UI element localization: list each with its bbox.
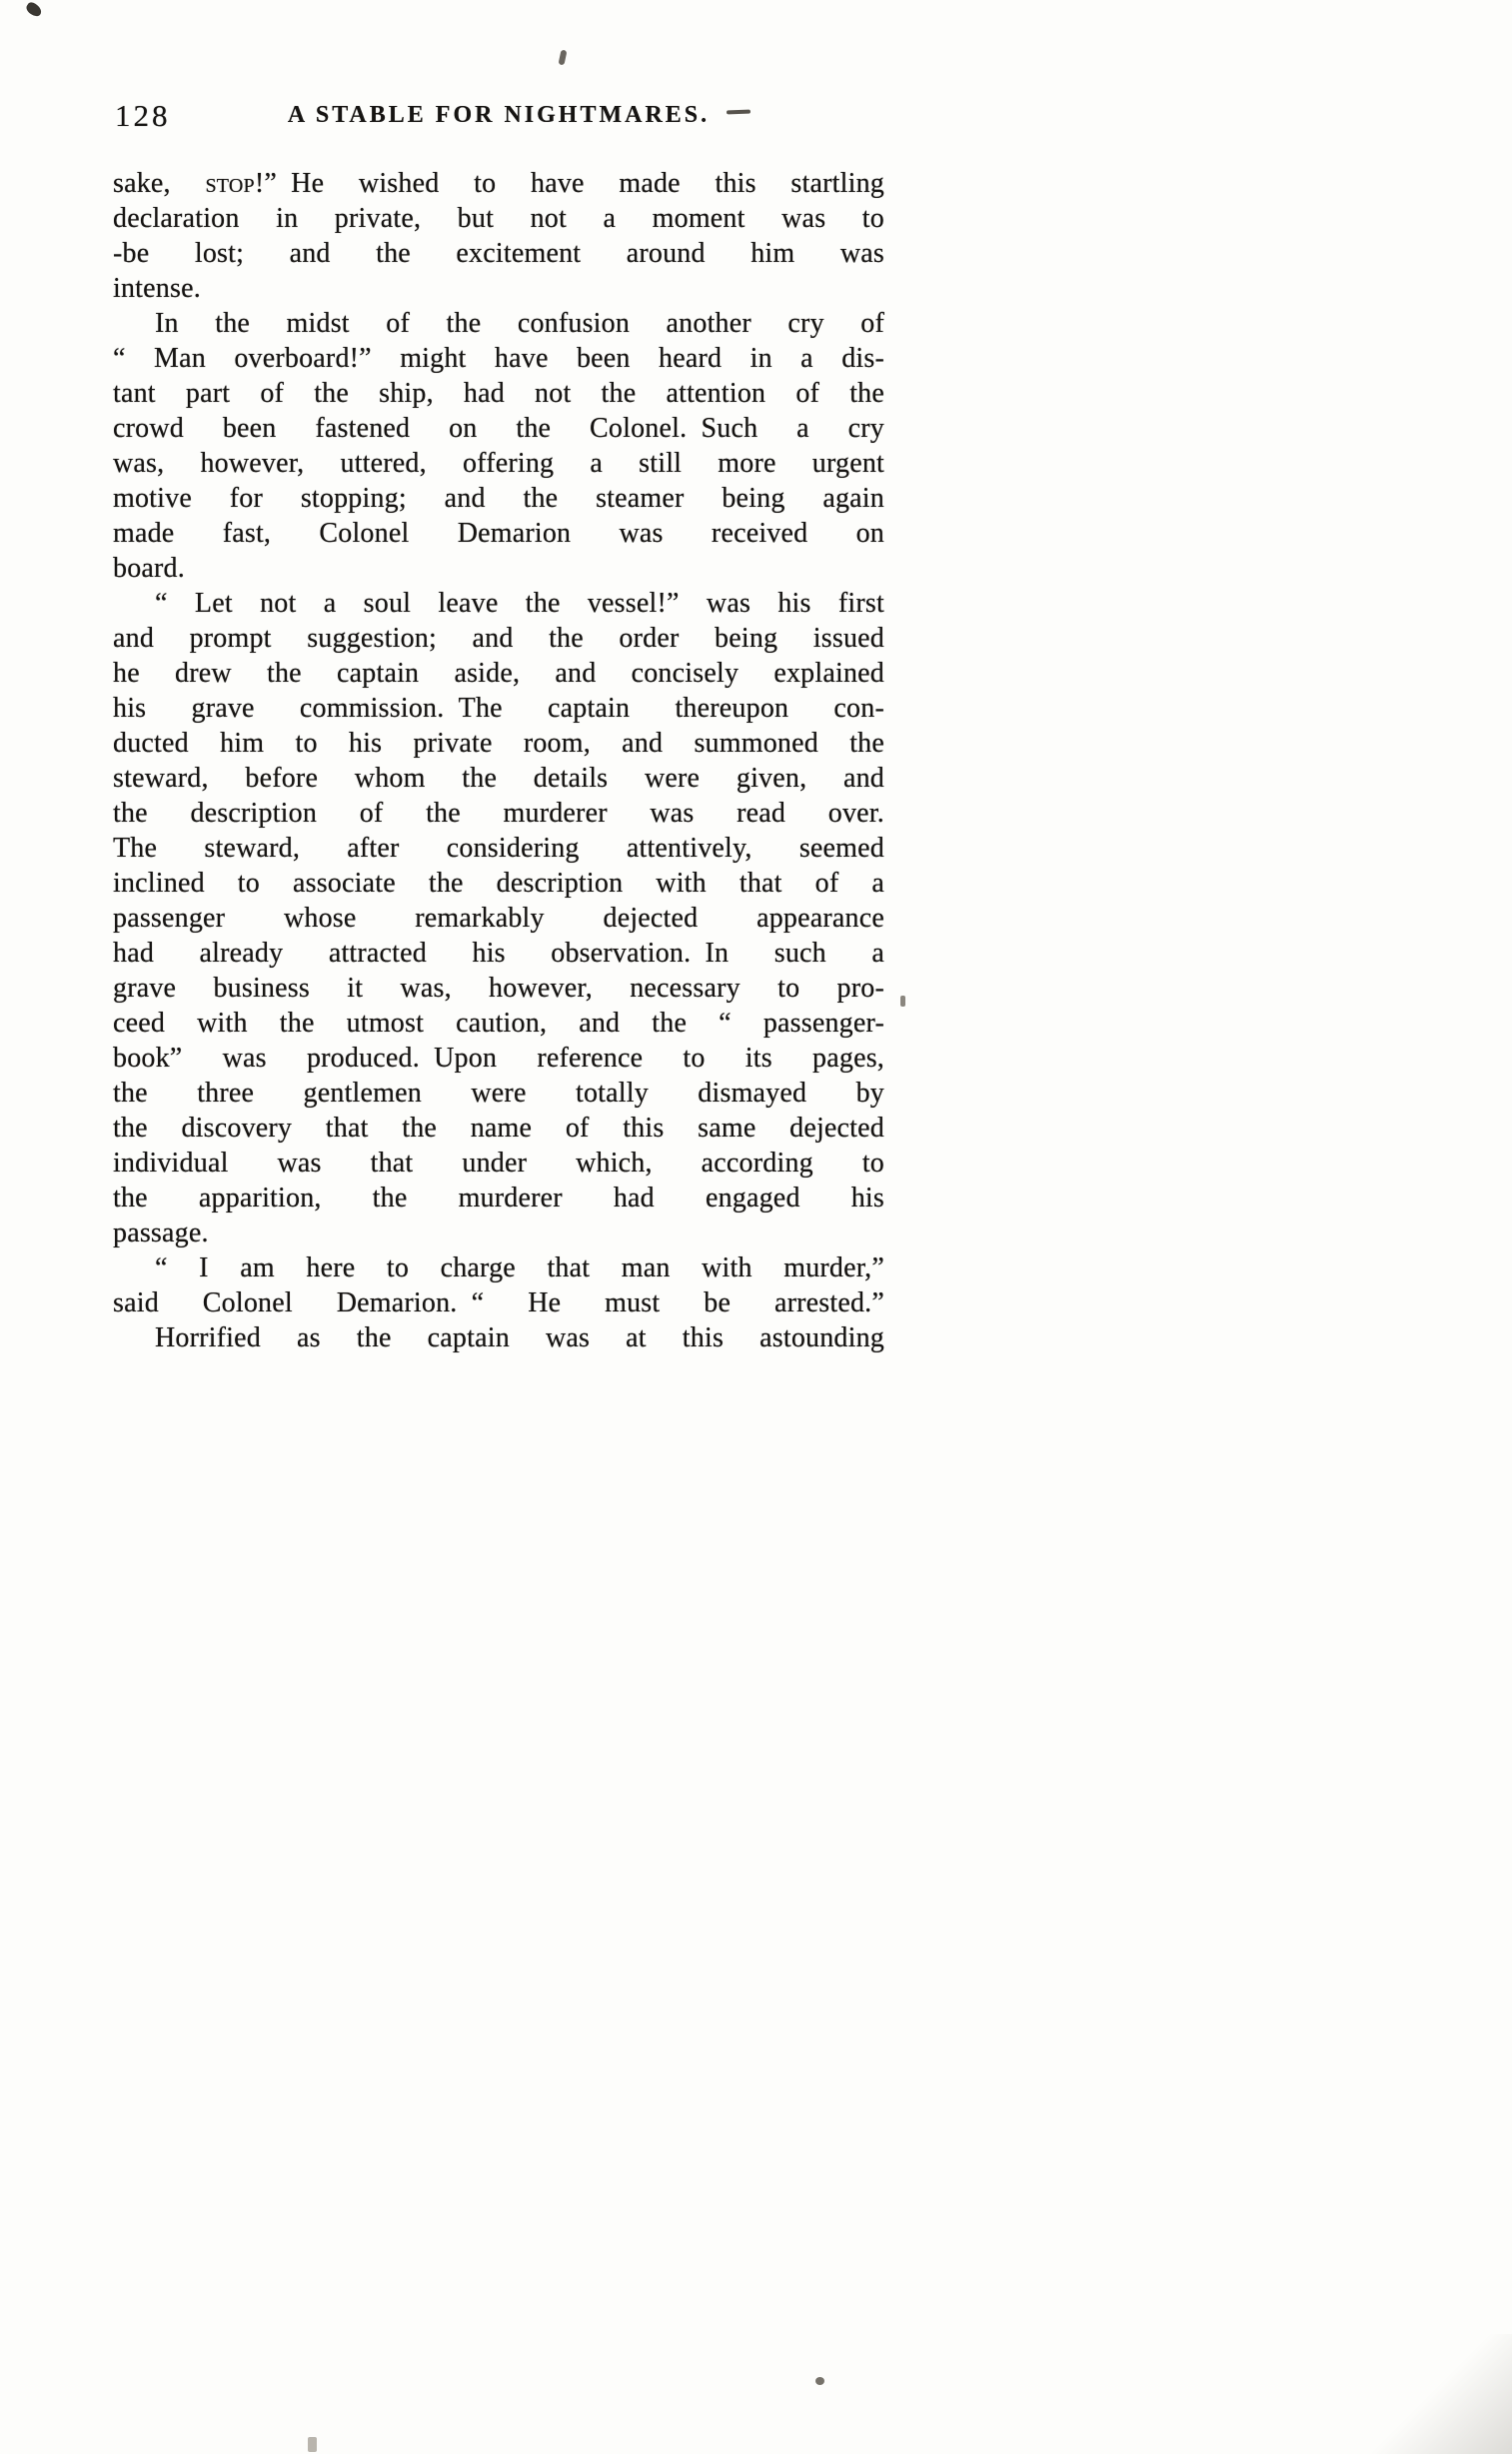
text-line: said Colonel Demarion. “ He must be arrested.”	[113, 1287, 884, 1318]
text-line: passenger whose remarkably dejected appearance	[113, 903, 884, 934]
text-line: he drew the captain aside, and concisely explained	[113, 658, 884, 689]
text-block	[113, 96, 884, 1355]
running-header: A STABLE FOR NIGHTMARES.	[287, 102, 711, 128]
paragraph	[113, 166, 884, 306]
paragraph	[113, 586, 884, 1250]
text-line: The steward, after considering attentively, seemed	[113, 833, 884, 864]
text-line: the three gentlemen were totally dismayed by	[113, 1078, 884, 1109]
text-line: made fast, Colonel Demarion was received on	[113, 518, 884, 549]
text-line: ducted him to his private room, and summoned the	[113, 728, 884, 759]
text-line: his grave commission. The captain thereupon con-	[113, 693, 884, 724]
text-line: In the midst of the confusion another cry of	[155, 308, 884, 339]
text-segment: sake,	[113, 168, 206, 199]
scan-edge-shading	[1372, 2334, 1512, 2454]
scan-artifact	[815, 2377, 824, 2385]
paragraph	[113, 306, 884, 586]
page-number: 128	[115, 98, 171, 133]
scan-artifact	[308, 2437, 317, 2452]
text-line: “ Let not a soul leave the vessel!” was his first	[155, 588, 884, 619]
scan-artifact	[24, 0, 43, 18]
text-line: individual was that under which, according to	[113, 1148, 884, 1179]
page-header	[113, 96, 884, 138]
scan-artifact	[559, 50, 568, 66]
text-line: board.	[113, 553, 185, 584]
text-line: “ I am here to charge that man with murder,”	[155, 1252, 884, 1283]
text-line: -be lost; and the excitement around him was	[113, 238, 884, 269]
text-line: grave business it was, however, necessary to pro-	[113, 973, 884, 1004]
text-line: the description of the murderer was read over.	[113, 798, 884, 829]
text-line: motive for stopping; and the steamer being again	[113, 483, 884, 514]
text-line: “ Man overboard!” might have been heard in a dis-	[113, 343, 884, 374]
text-line: inclined to associate the description with that of a	[113, 868, 884, 899]
scan-artifact	[900, 996, 905, 1007]
text-line: tant part of the ship, had not the attention of the	[113, 378, 884, 409]
paragraph	[113, 1250, 884, 1320]
smallcaps-word: stop	[205, 168, 255, 199]
text-line: book” was produced. Upon reference to its pages,	[113, 1043, 884, 1074]
text-line: was, however, uttered, offering a still more urgent	[113, 448, 884, 479]
text-line: the discovery that the name of this same dejected	[113, 1113, 884, 1144]
text-line: intense.	[113, 273, 201, 304]
text-line: crowd been fastened on the Colonel. Such a cry	[113, 413, 884, 444]
paragraph	[113, 1320, 884, 1355]
text-line: Horrified as the captain was at this astounding	[155, 1322, 884, 1353]
text-segment: !” He wished to have made this startling	[254, 168, 885, 199]
text-line: had already attracted his observation. In such a	[113, 938, 884, 969]
text-line: the apparition, the murderer had engaged his	[113, 1183, 884, 1214]
text-line: steward, before whom the details were given, and	[113, 763, 884, 794]
body-text	[113, 166, 884, 1355]
text-line	[113, 166, 884, 201]
text-line: declaration in private, but not a moment was to	[113, 203, 884, 234]
text-line: ceed with the utmost caution, and the “ passenger-	[113, 1008, 884, 1039]
text-line: passage.	[113, 1218, 209, 1248]
text-line: and prompt suggestion; and the order being issued	[113, 623, 884, 654]
